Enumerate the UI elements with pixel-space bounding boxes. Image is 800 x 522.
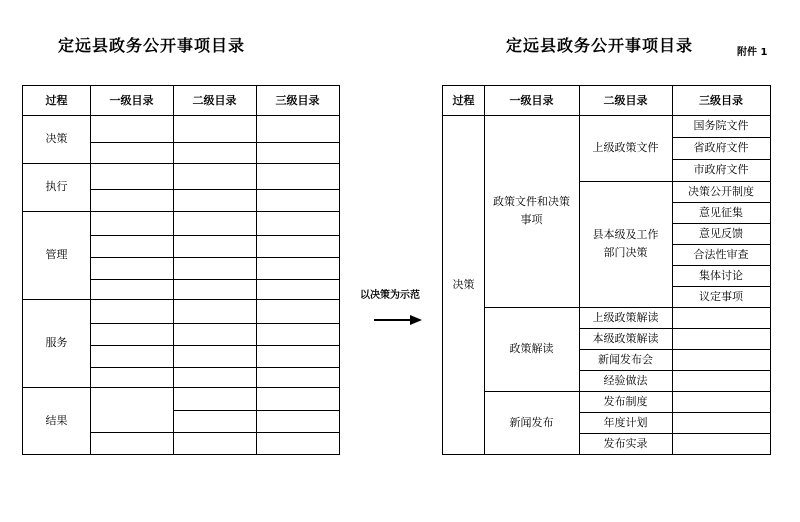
level2-experience-practice: 经验做法 — [603, 373, 648, 387]
right-header-level2: 二级目录 — [603, 93, 648, 107]
level3-legality-review: 合法性审查 — [693, 247, 749, 261]
right-catalog-table — [442, 85, 771, 455]
level3-opinion-collection: 意见征集 — [699, 205, 743, 219]
left-stage-result: 结果 — [45, 413, 68, 427]
level3-state-council-docs: 国务院文件 — [693, 119, 749, 132]
level2-release-record: 发布实录 — [603, 436, 648, 450]
right-header-process: 过程 — [452, 93, 475, 107]
level2-local-interpretation: 本级政策解读 — [592, 331, 659, 345]
left-catalog-table — [22, 85, 340, 455]
left-header-process: 过程 — [45, 93, 68, 107]
right-header-level1: 一级目录 — [509, 93, 554, 107]
level3-decision-disclosure: 决策公开制度 — [688, 184, 754, 198]
level1-news-release: 新闻发布 — [509, 415, 554, 429]
left-catalog-title: 定远县政务公开事项目录 — [58, 36, 246, 55]
level2-superior-interpretation: 上级政策解读 — [592, 310, 659, 324]
level3-agreed-matters: 议定事项 — [699, 289, 743, 303]
left-stage-management: 管理 — [45, 248, 68, 261]
left-stage-service: 服务 — [45, 336, 68, 349]
left-header-level1: 一级目录 — [109, 93, 154, 107]
demo-label: 以决策为示范 — [360, 290, 420, 301]
right-header-level3: 三级目录 — [699, 93, 743, 107]
left-header-level2: 二级目录 — [192, 93, 237, 107]
level3-opinion-feedback: 意见反馈 — [699, 226, 743, 240]
left-header-level3: 三级目录 — [275, 93, 320, 107]
level1-policy-docs: 政策文件和决策事项 — [493, 195, 570, 226]
level2-county-decisions: 县本级及工作部门决策 — [592, 228, 659, 259]
level2-press-conference: 新闻发布会 — [598, 352, 653, 366]
right-catalog-title: 定远县政务公开事项目录 — [506, 36, 694, 55]
left-stage-decision: 决策 — [45, 132, 68, 145]
level3-city-docs: 市政府文件 — [693, 163, 749, 176]
right-arrow-icon — [374, 312, 424, 328]
left-stage-execution: 执行 — [45, 180, 68, 193]
level2-superior-policy-docs: 上级政策文件 — [592, 141, 659, 154]
right-process-decision: 决策 — [452, 277, 475, 291]
level3-provincial-docs: 省政府文件 — [693, 141, 749, 154]
level2-annual-plan: 年度计划 — [603, 415, 648, 429]
annex-label: 附件 1 — [737, 47, 768, 58]
level1-policy-interpretation: 政策解读 — [509, 342, 554, 355]
level2-release-system: 发布制度 — [603, 394, 648, 408]
level3-collective-discussion: 集体讨论 — [699, 268, 743, 282]
